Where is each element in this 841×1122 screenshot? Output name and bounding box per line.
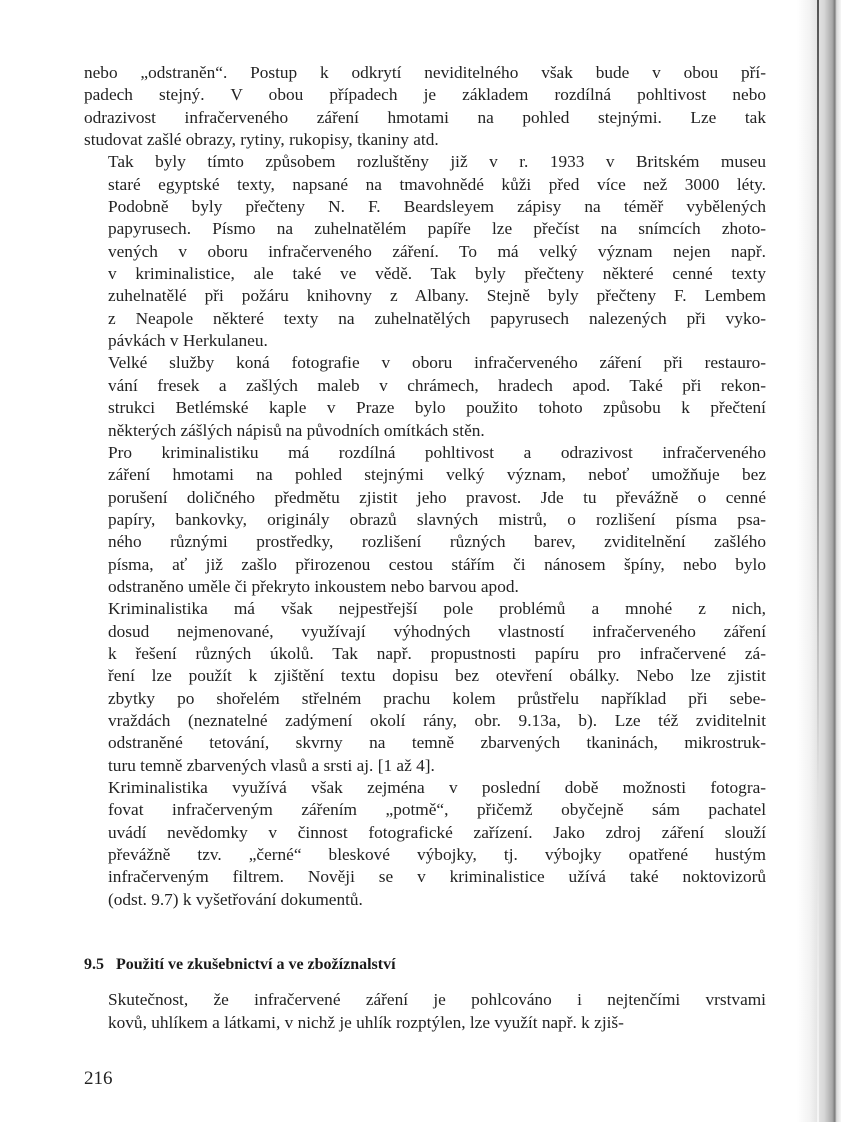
text-line: pávkách v Herkulaneu. bbox=[108, 331, 268, 351]
text-line: Skutečnost, že infračervené záření je pohlcováno i nejtenčími vrstvami bbox=[108, 990, 766, 1009]
text-line: vených v oboru infračerveného záření. To má velký význam nejen např. bbox=[108, 241, 766, 261]
text-line: odrazivost infračerveného záření hmotami na pohled stejnými. Lze tak bbox=[84, 107, 766, 127]
text-line: nebo „odstraněn“. Postup k odkrytí neviditelného však bude v obou pří- bbox=[84, 63, 766, 82]
text-line: ného různými prostředky, rozlišení různých barev, zviditelnění zašlého bbox=[108, 532, 766, 552]
text-line: vání fresek a zašlých maleb v chrámech, hradech apod. Také při rekon- bbox=[108, 375, 766, 395]
text-line: Podobně byly přečteny N. F. Beardsleyem zápisy na téměř vybělených bbox=[108, 197, 766, 217]
text-line: ření lze použít k zjištění textu dopisu bez otevření obálky. Nebo lze zjistit bbox=[108, 666, 766, 686]
text-line: fovat infračerveným zářením „potmě“, přičemž obyčejně sám pachatel bbox=[108, 800, 766, 820]
text-line: studovat zašlé obrazy, rytiny, rukopisy, tkaniny atd. bbox=[84, 130, 439, 150]
text-line: dosud nejmenované, využívají výhodných vlastností infračerveného záření bbox=[108, 621, 766, 641]
paragraph bbox=[84, 151, 766, 352]
section-title: Použití ve zkušebnictví a ve zbožíznalství bbox=[116, 956, 396, 973]
text-line: k řešení různých úkolů. Tak např. propustnosti papíru pro infračervené zá- bbox=[108, 643, 766, 663]
section-heading bbox=[84, 956, 396, 974]
text-line: z Neapole některé texty na zuhelnatělých papyrusech nalezených při vyko- bbox=[108, 308, 766, 328]
text-line: kovů, uhlíkem a látkami, v nichž je uhlík rozptýlen, lze využít např. k zjiš- bbox=[108, 1013, 624, 1032]
paragraph bbox=[84, 777, 766, 911]
text-line: písma, ať již zašlo přirozenou cestou stářím či nánosem špíny, nebo bylo bbox=[108, 554, 766, 574]
paragraph bbox=[84, 442, 766, 598]
text-line: vraždách (neznatelné zadýmení okolí rány, obr. 9.13a, b). Lze též zviditelnit bbox=[108, 710, 766, 730]
paragraph bbox=[84, 598, 766, 777]
text-line: Pro kriminalistiku má rozdílná pohltivost a odrazivost infračerveného bbox=[108, 442, 766, 462]
paragraph bbox=[84, 352, 766, 441]
text-line: padech stejný. V obou případech je základem rozdílná pohltivost nebo bbox=[84, 85, 766, 105]
text-line: porušení doličného předmětu zjistit jeho pravost. Jde tu převážně o cenné bbox=[108, 487, 766, 507]
book-binding-shadow bbox=[797, 0, 841, 1122]
text-line: odstraněné tetování, skvrny na temně zbarvených tkaninách, mikrostruk- bbox=[108, 733, 766, 753]
text-line: Kriminalistika má však nejpestřejší pole problémů a mnohé z nich, bbox=[108, 599, 766, 619]
text-line: staré egyptské texty, napsané na tmavohnědé kůži před více než 3000 léty. bbox=[108, 174, 766, 194]
text-line: papyrusech. Písmo na zuhelnatělém papíře lze přečíst na snímcích zhoto- bbox=[108, 219, 766, 239]
text-line: zbytky po shořelém střelném prachu kolem průstřelu například při sebe- bbox=[108, 688, 766, 708]
text-line: záření hmotami na pohled stejnými velký význam, neboť umožňuje bez bbox=[108, 465, 766, 485]
paragraph bbox=[84, 988, 766, 1034]
text-line: infračerveným filtrem. Nověji se v kriminalistice užívá také noktovizorů bbox=[108, 867, 766, 887]
paragraph bbox=[84, 62, 766, 151]
text-line: uvádí nevědomky v činnost fotografické zařízení. Jako zdroj záření slouží bbox=[108, 822, 766, 842]
text-line: (odst. 9.7) k vyšetřování dokumentů. bbox=[108, 889, 363, 909]
book-gutter-line bbox=[817, 0, 819, 1122]
text-line: Tak byly tímto způsobem rozluštěny již v r. 1933 v Britském museu bbox=[108, 152, 766, 172]
text-line: strukci Betlémské kaple v Praze bylo použito tohoto způsobu k přečtení bbox=[108, 398, 766, 418]
text-line: v kriminalistice, ale také ve vědě. Tak byly přečteny některé cenné texty bbox=[108, 264, 766, 284]
text-line: papíry, bankovky, originály obrazů slavných mistrů, o rozlišení písma psa- bbox=[108, 509, 766, 529]
text-line: zuhelnatělé při požáru knihovny z Albany. Stejně byly přečteny F. Lembem bbox=[108, 286, 766, 306]
text-line: převážně tzv. „černé“ bleskové výbojky, tj. výbojky opatřené hustým bbox=[108, 845, 766, 865]
section-number: 9.5 bbox=[84, 956, 104, 973]
text-line: Velké služby koná fotografie v oboru infračerveného záření při restauro- bbox=[108, 353, 766, 373]
text-line: Kriminalistika využívá však zejména v poslední době možnosti fotogra- bbox=[108, 778, 766, 797]
text-line: některých zášlých nápisů na původních omítkách stěn. bbox=[108, 420, 485, 440]
text-line: odstraněno uměle či překryto inkoustem nebo barvou apod. bbox=[108, 576, 519, 596]
body-text bbox=[84, 62, 766, 911]
page-number: 216 bbox=[84, 1068, 113, 1089]
text-line: turu temně zbarvených vlasů a srsti aj. [1 až 4]. bbox=[108, 755, 435, 775]
section-paragraph bbox=[84, 988, 766, 1034]
